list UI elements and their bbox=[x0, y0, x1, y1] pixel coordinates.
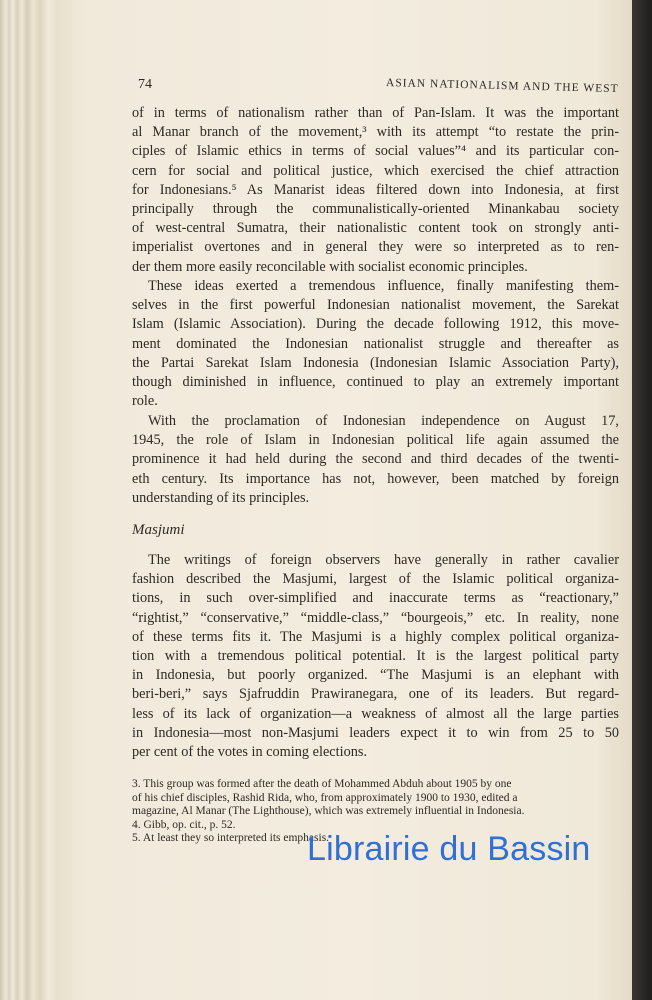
text-line: With the proclamation of Indonesian independence on August 17, bbox=[148, 413, 619, 429]
book-right-edge bbox=[632, 0, 652, 1000]
text-line: ment dominated the Indonesian nationalist struggle and thereafter as bbox=[132, 335, 619, 352]
text-line: These ideas exerted a tremendous influence, finally manifesting them- bbox=[148, 278, 619, 294]
text-line: fashion described the Masjumi, largest of the Islamic political organiza- bbox=[132, 571, 619, 588]
text-line: in Indonesia, but poorly organized. “The Masjumi is an elephant with bbox=[132, 667, 619, 684]
text-line: for Indonesians.⁵ As Manarist ideas filtered down into Indonesia, at first bbox=[132, 181, 619, 198]
section-heading: Masjumi bbox=[132, 522, 185, 538]
paragraph-4 bbox=[132, 551, 619, 762]
text-line: ciples of Islamic ethics in terms of social values”⁴ and its particular con- bbox=[132, 143, 619, 160]
footnote-line: 4. Gibb, op. cit., p. 52. bbox=[132, 818, 236, 831]
text-line: principally through the communalistically-oriented Minankabau society bbox=[132, 201, 619, 218]
book-left-page-edges bbox=[0, 0, 58, 1000]
text-line: tions, in such over-simplified and inaccurate terms as “reactionary,” bbox=[132, 590, 619, 607]
footnote-line: magazine, Al Manar (The Lighthouse), which was extremely influential in Indonesia. bbox=[132, 805, 525, 818]
text-line: der them more easily reconcilable with socialist economic principles. bbox=[132, 258, 528, 275]
text-line: eth century. Its importance has not, however, been matched by foreign bbox=[132, 470, 619, 487]
text-line: tion with a tremendous political potential. It is the largest political party bbox=[132, 648, 619, 665]
text-line: per cent of the votes in coming elections. bbox=[132, 744, 368, 761]
text-line: role. bbox=[132, 393, 158, 410]
text-line: imperialist overtones and in general they were so interpreted as to ren- bbox=[132, 239, 619, 256]
footnote-line: of his chief disciples, Rashid Rida, who, from approximately 1900 to 1930, edited a bbox=[132, 791, 518, 804]
text-line: though diminished in influence, continued to play an extremely important bbox=[132, 374, 619, 391]
text-line: Islam (Islamic Association). During the decade following 1912, this move- bbox=[132, 316, 619, 333]
text-line: of west-central Sumatra, their nationalistic content took on strongly anti- bbox=[132, 220, 619, 237]
text-line: understanding of its principles. bbox=[132, 489, 310, 506]
text-line: of these terms fits it. The Masjumi is a highly complex political organiza- bbox=[132, 628, 619, 645]
text-line: prominence it had held during the second and third decades of the twenti- bbox=[132, 451, 619, 468]
text-line: in Indonesia—most non-Masjumi leaders expect it to win from 25 to 50 bbox=[132, 724, 619, 741]
paragraph-3 bbox=[132, 412, 619, 508]
text-line: selves in the first powerful Indonesian nationalist movement, the Sarekat bbox=[132, 297, 619, 314]
footnote-line: 5. At least they so interpreted its emphasis. bbox=[132, 832, 330, 845]
text-line: the Partai Sarekat Islam Indonesia (Indonesian Islamic Association Party), bbox=[132, 354, 619, 371]
page-number: 74 bbox=[138, 77, 152, 92]
running-title: ASIAN NATIONALISM AND THE WEST bbox=[386, 77, 620, 96]
paragraph-1 bbox=[132, 104, 619, 277]
text-line: al Manar branch of the movement,³ with its attempt “to restate the prin- bbox=[132, 124, 619, 141]
text-line: of in terms of nationalism rather than of Pan-Islam. It was the important bbox=[132, 105, 619, 121]
text-line: The writings of foreign observers have generally in rather cavalier bbox=[148, 552, 619, 568]
paragraph-2 bbox=[132, 277, 619, 411]
text-line: beri-beri,” says Sjafruddin Prawiranegara, one of its leaders. But regard- bbox=[132, 686, 619, 703]
text-line: less of its lack of organization—a weakness of almost all the large parties bbox=[132, 705, 619, 722]
text-line: cern for social and political justice, which exercised the chief attraction bbox=[132, 162, 619, 179]
watermark: Librairie du Bassin bbox=[307, 830, 591, 868]
text-line: “rightist,” “conservative,” “middle-class,” “bourgeois,” etc. In reality, none bbox=[132, 609, 619, 626]
footnote-line: 3. This group was formed after the death of Mohammed Abduh about 1905 by one bbox=[132, 778, 512, 790]
text-line: 1945, the role of Islam in Indonesian political life again assumed the bbox=[132, 432, 619, 449]
